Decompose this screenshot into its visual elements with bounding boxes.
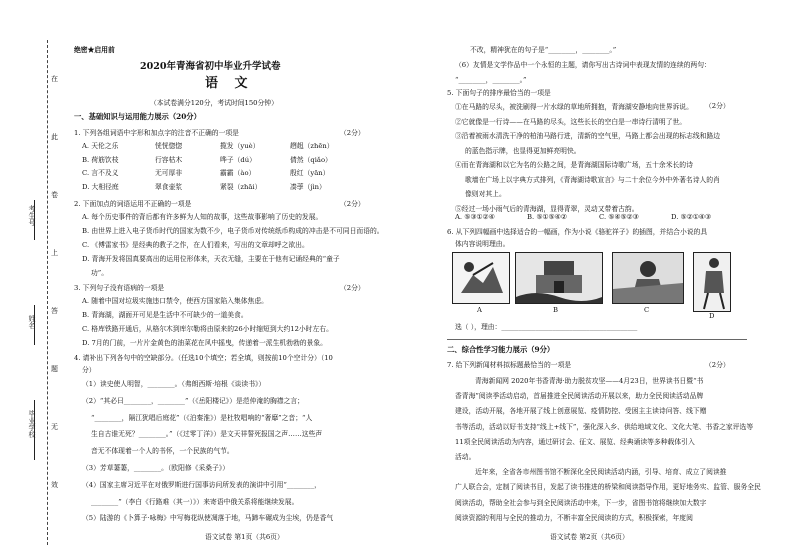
q3-option: C. 格库铁路开通后，从格尔木到库尔勒将由原来的26小时缩短到大约12小时左右。 xyxy=(82,325,333,333)
q1-option-cell: 翠食壶浆 xyxy=(155,182,183,191)
q1-option-cell: 趔趄（zhēn） xyxy=(290,142,334,150)
school-underline xyxy=(34,400,35,460)
q1-option-cell: 行容枯木 xyxy=(155,155,183,164)
pic-label-a: A xyxy=(477,306,482,314)
q1-score: （2分） xyxy=(340,129,365,137)
q4-stem-cont: 分） xyxy=(82,366,96,374)
q5-sentence: 的蓝色指示牌，也显得更加鲜亮明快。 xyxy=(465,146,581,155)
q2-option: C. 《傅雷家书》是经典的教子之作，在人们看来，写出的文章却呼之欲出。 xyxy=(82,241,309,249)
q5-sentence: ②它就像是一行诗——在马路的尽头，这些长长的空白是一串诗行清明了世。 xyxy=(455,117,687,126)
q4-blank-line: “________，隔江犹唱后庭花”（《泊秦淮》）是杜牧唱响的“奢靡”之音；“人 xyxy=(91,413,313,422)
seal-word: 无 xyxy=(51,423,58,431)
seal-word: 题 xyxy=(51,365,58,373)
q3-option: B. 青海湖，湖面开可见是生活中不可缺少的一道美食。 xyxy=(82,311,248,319)
seal-word: 答 xyxy=(51,307,58,315)
q3-option: D. 7月的门前，一片片金黄色的油菜花在风中摇曳，传递着一派生机勃勃的景象。 xyxy=(82,339,327,347)
q4-blank-line: （3）芳草萋萋，________。（欧阳修《采桑子》） xyxy=(82,464,230,472)
q4-blank-line: ________”（李白《行路难（其一）》）来寄语中俄关系将能继续发展。 xyxy=(91,497,299,506)
q4-blank-line: 生自古谁无死？________。”（《过零丁洋》）是文天祥誓死报国之声……这些声 xyxy=(91,430,323,439)
q2-score: （2分） xyxy=(340,200,365,208)
seal-word: 在 xyxy=(51,75,58,83)
q1-option-cell: 倩然（qiǎo） xyxy=(290,155,332,164)
news-line: 香青海”阅读季活动启动，首届推进全民阅读活动开展以来，助力全民阅读活动品牌 xyxy=(455,392,704,401)
seal-word: 卷 xyxy=(51,191,58,199)
name-underline xyxy=(34,305,35,345)
name-label: 姓名 xyxy=(28,315,36,329)
q1-option-cell: 紧裂（zhāi） xyxy=(220,182,262,191)
q5-option: A. ⑤③①②④ xyxy=(455,213,495,221)
q2-option: B. 由世界上进入电子货币时代的国家为数不少，电子货币对传统纸币构成的冲击是不可同日而语的。 xyxy=(82,227,384,235)
illustration-c xyxy=(612,252,684,304)
paper-title: 2020年青海省初中毕业升学试卷 xyxy=(140,61,281,72)
q5-stem: 5. 下面句子的排序最恰当的一项是 xyxy=(447,89,551,97)
news-line: 广人联合会，定制了阅读书目，发起了读书推进的桥梁和阅读指导作用，更好地务实、监管、服务全民 xyxy=(455,483,761,492)
q5-option: C. ⑤④⑤②③ xyxy=(599,213,639,221)
news-line: 近年来，全省各市州图书馆不断深化全民阅读活动内涵，引导、培育、成立了阅读推 xyxy=(475,468,727,477)
pic-label-c: C xyxy=(644,306,650,314)
illustration-b xyxy=(515,252,603,304)
q4-continued-line: “________，________。” xyxy=(455,76,527,84)
q2-option: A. 每个历史事件的背后都有许多鲜为人知的故事，这些故事影响了历史的发展。 xyxy=(82,213,323,221)
exam-note: （本试卷满分120分，考试时间150分钟） xyxy=(150,99,278,107)
divider xyxy=(447,339,747,340)
news-line: 青海新闻网 2020年书香青海·助力脱贫攻坚——4月23日，世界读书日暨“书 xyxy=(475,377,704,385)
news-line: 建设，活动开展，各地开展了线上创意展览、疫情防控、受困主主读诗问答、线下赠 xyxy=(455,407,707,416)
q7-stem: 7. 给下列新闻材料拟标题最恰当的一项是 xyxy=(447,361,572,369)
news-line: 11项全民阅读活动为内容，通过研讨会、征文、展览、经典诵读等多种载体引入 xyxy=(455,437,695,446)
q1-option-cell: 哗子（dú） xyxy=(220,155,256,164)
section-2-title: 二、综合性学习能力展示（9分） xyxy=(447,345,555,354)
q5-sentence: 像则对其上。 xyxy=(465,190,506,198)
q1-option-cell: 揽发（yuè） xyxy=(220,142,260,150)
q6-stem: 6. 从下列四幅画中选择适合的一幅画，作为小说《骆驼祥子》的插图，并结合小说的具 xyxy=(447,228,708,236)
subject-title: 语 文 xyxy=(205,76,254,91)
q2-stem: 2. 下面加点的词语运用不正确的一项是 xyxy=(74,200,192,208)
q4-blank-line: （5）陆游的《卜算子·咏梅》中写梅花纵使凋落于地，马蹄车碾成为尘埃，仍是香气 xyxy=(82,514,334,523)
q4-stem: 4. 请补出下列各句中的空缺部分。（任选10个填空；若全填，则按前10个空计分）（10 xyxy=(74,354,333,362)
q3-score: （2分） xyxy=(340,284,365,292)
q4-continued-line: 不改，精神犹在的句子是“________，________。” xyxy=(470,46,617,54)
seal-word: 效 xyxy=(51,481,58,489)
q5-sentence: 歌墙在广场上以字典方式排列，《青海湖诗歌宣言》与二十余位今外中外著名诗人的肖 xyxy=(465,175,720,184)
q5-sentence: ③沿着被雨水清洗干净的柏油马路行进，清新的空气里，马路上都会出现的标志线和路边 xyxy=(455,132,721,140)
q3-option: A. 随着中国对垃圾实施违口禁令，使西方国家陷入集体焦虑。 xyxy=(82,297,268,305)
illustration-a xyxy=(452,252,510,304)
seal-word: 此 xyxy=(51,133,58,141)
news-line: 阅读活动，帮助全社会参与到全民阅读活动中来，下一步，省图书馆将继续加大数字 xyxy=(455,498,707,507)
section-1-title: 一、基础知识与运用能力展示（20分） xyxy=(74,112,201,121)
q4-blank-line: （4）国家主席习近平在对俄罗斯进行国事访问所发表的演讲中引用“________， xyxy=(82,480,321,489)
q3-stem: 3. 下列句子没有语病的一项是 xyxy=(74,284,165,292)
binding-line xyxy=(47,40,48,545)
q2-option: D. 青海开发将国真要高出的运用位形体来，天衣无缝，主要在于他有记诵经典的“童子 xyxy=(82,255,340,263)
q5-sentence: ⑤经过一场小雨气后的青海湖，显得青翠，灵动又带着古韵。 xyxy=(455,204,639,213)
pic-label-b: B xyxy=(553,306,558,314)
q5-sentence: ④而在青海湖和以它为名的公路之间，是青海湖国际诗歌广场，五十余米长的诗 xyxy=(455,161,693,169)
q1-stem: 1. 下列各组词语中字形和加点字的注音不正确的一项是 xyxy=(74,129,239,137)
q1-option-cell: A. 天伦之乐 xyxy=(82,142,119,150)
news-line: 活动。 xyxy=(455,453,476,461)
q4-blank-line: （1）读史使人明智，________。（弗朗西斯·培根《谈读书》） xyxy=(82,380,266,388)
q1-option-cell: 殷红（yān） xyxy=(290,169,330,177)
q5-option: B. ⑤①⑤④② xyxy=(527,213,567,221)
school-label: 毕业学校 xyxy=(28,410,36,438)
q5-score: （2分） xyxy=(705,102,730,110)
q5-option: D. ⑤②①④③ xyxy=(671,213,711,221)
q4-blank-line: （2）“其必曰________，________”（《岳阳楼记》）是范仲淹的胸襟之言； xyxy=(82,396,304,405)
news-line: 阅读资源的利用与全民的推动力，不断丰富全民阅读的方式，积极探索，年度阅 xyxy=(455,513,693,522)
q1-option-cell: 恍恍惚惚 xyxy=(155,142,183,150)
q6-stem-cont: 体内容说明理由。 xyxy=(455,240,510,248)
q2-option: 功”。 xyxy=(91,269,109,277)
q1-option-cell: C. 言不及义 xyxy=(82,169,119,177)
q1-option-cell: 凑荸（jìn） xyxy=(290,182,326,191)
exam-no-label: 考生号 xyxy=(28,205,36,226)
exam-no-underline xyxy=(34,200,35,240)
secret-mark: 绝密★启用前 xyxy=(74,46,115,54)
footer-left: 语文试卷 第1页（共6页） xyxy=(205,533,284,541)
pic-label-d: D xyxy=(709,312,715,320)
news-line: 书等活动，活动以好书支持“线上+线下”，强化深入乡、供给地域文化、文化大笔、书香之家评选等 xyxy=(455,422,754,431)
q1-option-cell: 无可厚非 xyxy=(155,169,183,177)
footer-right: 语文试卷 第2页（共6页） xyxy=(550,533,629,541)
q4-continued-line: （6）友情是文学作品中一个永恒的主题，请你写出古诗词中表现友情的连续的两句： xyxy=(455,61,711,69)
q5-sentence: ①在马路的尽头，被洗刷得一片水绿的草地所拥抱，青海湖安静地向世界诉说。 xyxy=(455,103,693,111)
q1-option-cell: D. 大相径庭 xyxy=(82,182,119,191)
illustration-d xyxy=(693,252,731,312)
q6-answer-line: 选（ ），理由：________________________________________ xyxy=(455,323,638,331)
seal-word: 上 xyxy=(51,249,58,257)
q7-score: （2分） xyxy=(705,361,730,369)
q1-option-cell: 霸霸（ào） xyxy=(220,169,256,177)
q1-option-cell: B. 荷筋饮枝 xyxy=(82,155,119,164)
q4-blank-line: 音无不体现着一个人的书怀，一个民族的气节。 xyxy=(91,447,234,456)
